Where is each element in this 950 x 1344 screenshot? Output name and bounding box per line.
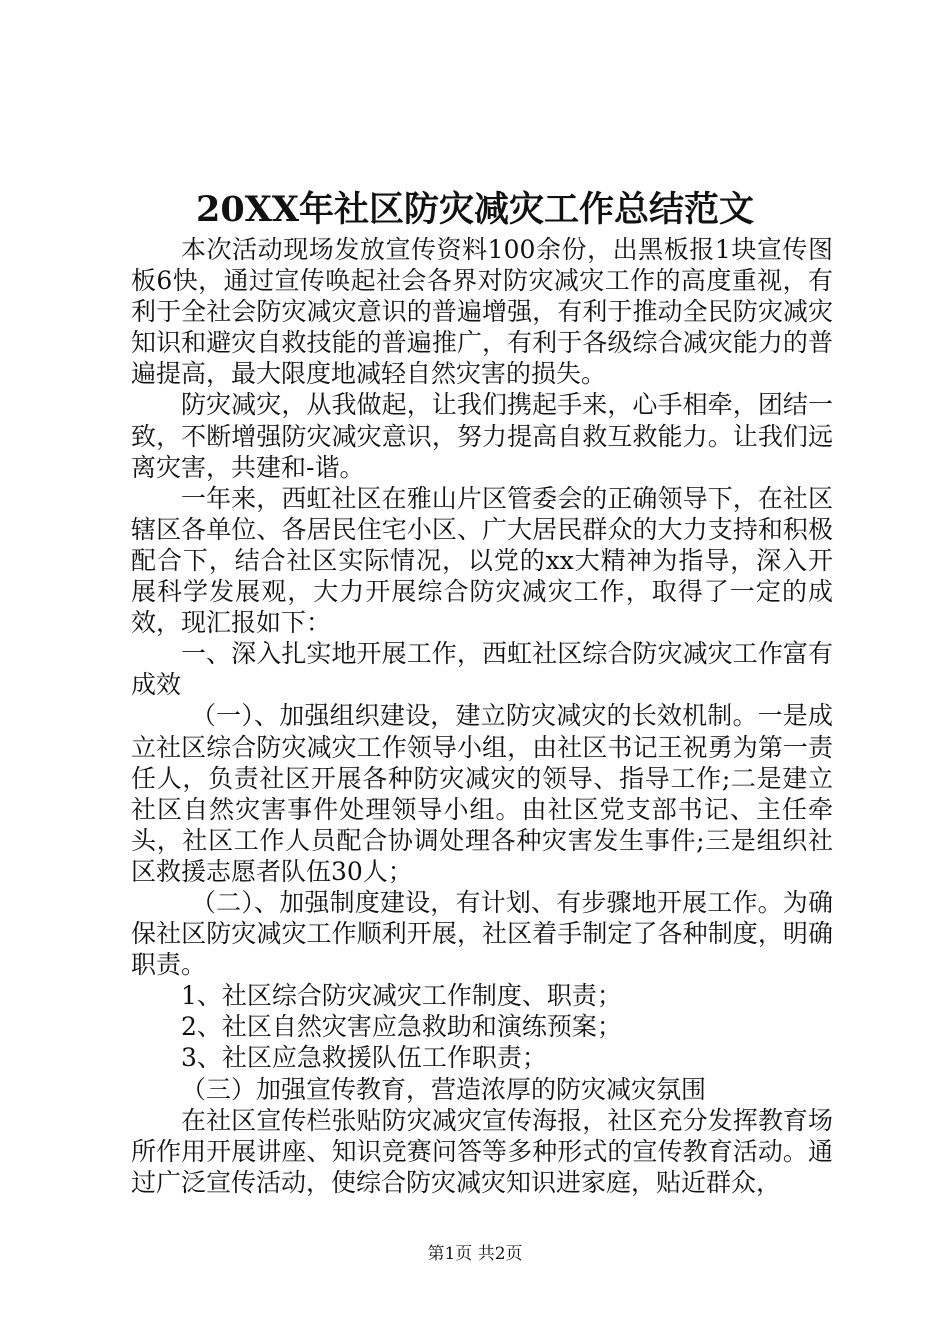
paragraph-activity-summary: 本次活动现场发放宣传资料100余份，出黑板报1块宣传图板6快，通过宣传唤起社会各界对防灾减灾工作的高度重视，有利于全社会防灾减灾意识的普遍增强，有利于推动全民防灾减灾知识和避灾自救技能的普遍推广，有利于各级综合减灾能力的普遍提高，最大限度地减轻自然灾害的损失。 xyxy=(131,235,833,389)
list-item-2: 2、社区自然灾害应急救助和演练预案； xyxy=(181,1012,622,1042)
list-item-3: 3、社区应急救援队伍工作职责； xyxy=(181,1043,547,1073)
paragraph-annual-report-intro: 一年来，西虹社区在雅山片区管委会的正确领导下，在社区辖区各单位、各居民住宅小区、广大居民群众的大力支持和积极配合下，结合社区实际情况，以党的xx大精神为指导，深入开展科学发展观，大力开展综合防灾减灾工作，取得了一定的成效，现汇报如下： xyxy=(131,483,833,638)
paragraph-publicity: 在社区宣传栏张贴防灾减灾宣传海报，社区充分发挥教育场所作用开展讲座、知识竞赛问答等多种形式的宣传教育活动。通过广泛宣传活动，使综合防灾减灾知识进家庭，贴近群众， xyxy=(131,1105,833,1197)
page-number-footer: 第1页 共2页 xyxy=(427,1244,523,1264)
document-title: 20XX年社区防灾减灾工作总结范文 xyxy=(195,189,755,230)
document-body xyxy=(131,234,833,1198)
section-heading-1: 一、深入扎实地开展工作，西虹社区综合防灾减灾工作富有成效 xyxy=(131,639,833,700)
list-item-1: 1、社区综合防灾减灾工作制度、职责； xyxy=(181,981,622,1011)
paragraph-slogan: 防灾减灾，从我做起，让我们携起手来，心手相牵，团结一致，不断增强防灾减灾意识，努力提高自救互救能力。让我们远离灾害，共建和-谐。 xyxy=(131,390,833,482)
paragraph-organization-building: （一）、加强组织建设，建立防灾减灾的长效机制。一是成立社区综合防灾减灾工作领导小组，由社区书记王祝勇为第一责任人，负责社区开展各种防灾减灾的领导、指导工作;二是建立社区自然灾害事件处理领导小组。由社区党支部书记、主任牵头，社区工作人员配合协调处理各种灾害发生事件;三是组织社区救援志愿者队伍30人； xyxy=(131,701,833,886)
paragraph-system-building: （二）、加强制度建设，有计划、有步骤地开展工作。为确保社区防灾减灾工作顺利开展，社区着手制定了各种制度，明确职责。 xyxy=(131,887,833,980)
subsection-heading-3: （三）加强宣传教育，营造浓厚的防灾减灾氛围 xyxy=(181,1074,707,1104)
